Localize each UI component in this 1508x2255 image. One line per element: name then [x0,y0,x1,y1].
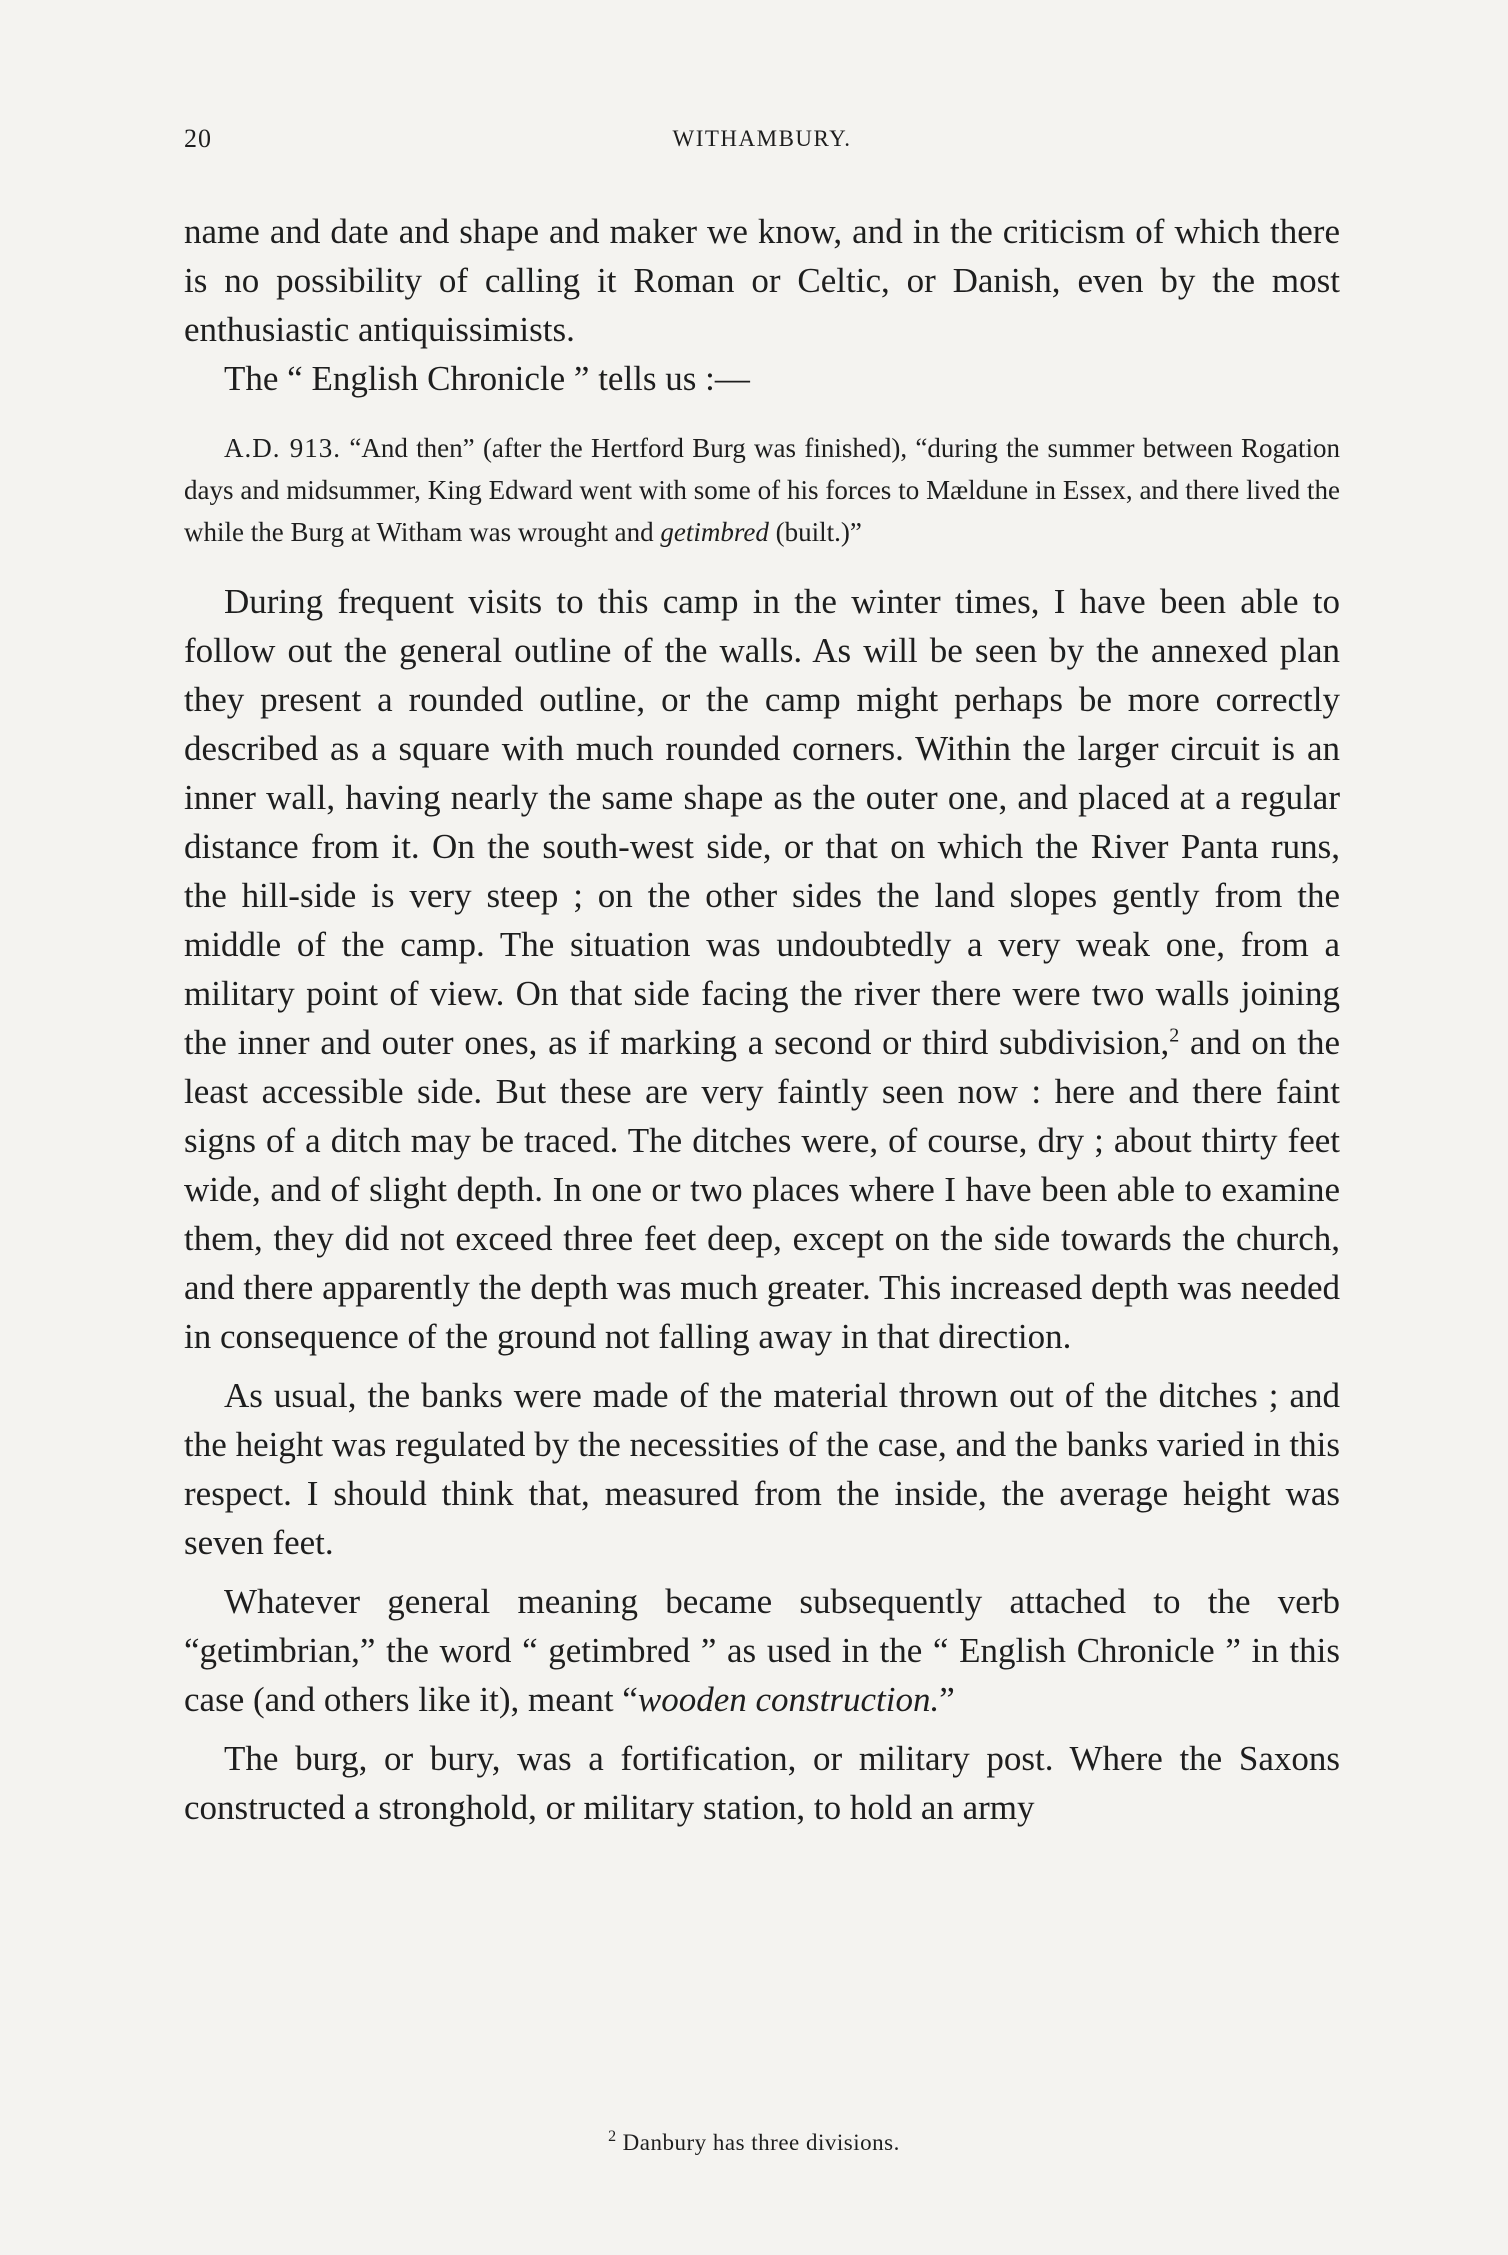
getimbred-close: ” [939,1680,955,1719]
running-title: WITHAMBURY. [672,126,852,151]
extract-italic-word: getimbred [660,517,769,547]
footnote-mark: 2 [608,2128,617,2146]
page-number: 20 [184,124,212,153]
camp-text-part2: and on the least accessible side. But these are very faintly seen now : here and there faint signs of a ditch may be traced. The ditches were, of course, dry ; about thirty feet wide, and of slight depth. In one or two places where I have been able to examine them, they did not exceed three feet deep, except on the side towards the church, and there apparently the depth was much greater. This increased depth was needed in consequence of the ground not falling away in that direction. [184,1023,1340,1356]
paragraph-getimbred [184,1577,1340,1724]
extract-text: “And then” (after the Hertford Burg was finished), “during the summer between Rogation days and midsummer, King Edward went with some of his forces to Mældune in Essex, and there lived the while the Burg at Witham was wrought and [184,433,1341,547]
extract-date: A.D. 913. [224,433,342,463]
paragraph-continuation: name and date and shape and maker we know, and in the criticism of which there is no possibility of calling it Roman or Celtic, or Danish, even by the most enthusiastic antiquissimists. [184,212,1340,349]
getimbred-italic: wooden construction. [637,1680,940,1719]
running-head [184,124,1340,164]
paragraph-chronicle-intro: The “ English Chronicle ” tells us :— [224,359,750,398]
chronicle-extract [184,427,1340,553]
body-text [184,207,1340,1832]
getimbred-text: Whatever general meaning became subsequently attached to the verb “getimbrian,” the word “ getimbred ” as used in the “ English Chronicle ” in this case (and others like it), meant “ [184,1582,1340,1719]
paragraph-burg: The burg, or bury, was a fortification, or military post. Where the Saxons constructed a stronghold, or military station, to hold an army [184,1739,1340,1827]
paragraph-camp-description [184,577,1340,1361]
camp-text-part1: During frequent visits to this camp in the winter times, I have been able to follow out the general outline of the walls. As will be seen by the annexed plan they present a rounded outline, or the camp might perhaps be more correctly described as a square with much rounded corners. Within the larger circuit is an inner wall, having nearly the same shape as the outer one, and placed at a regular distance from it. On the south-west side, or that on which the River Panta runs, the hill-side is very steep ; on the other sides the land slopes gently from the middle of the camp. The situation was undoubtedly a very weak one, from a military point of view. On that side facing the river there were two walls joining the inner and outer ones, as if marking a second or third subdivision, [184,582,1340,1062]
extract-text-end: (built.)” [775,517,862,547]
paragraph-banks: As usual, the banks were made of the material thrown out of the ditches ; and the height was regulated by the necessities of the case, and the banks varied in this respect. I should think that, measured from the inside, the average height was seven feet. [184,1376,1340,1562]
footnote-text: Danbury has three divisions. [622,2130,900,2155]
footnote-reference: 2 [1169,1024,1180,1047]
footnote [0,2130,1508,2156]
